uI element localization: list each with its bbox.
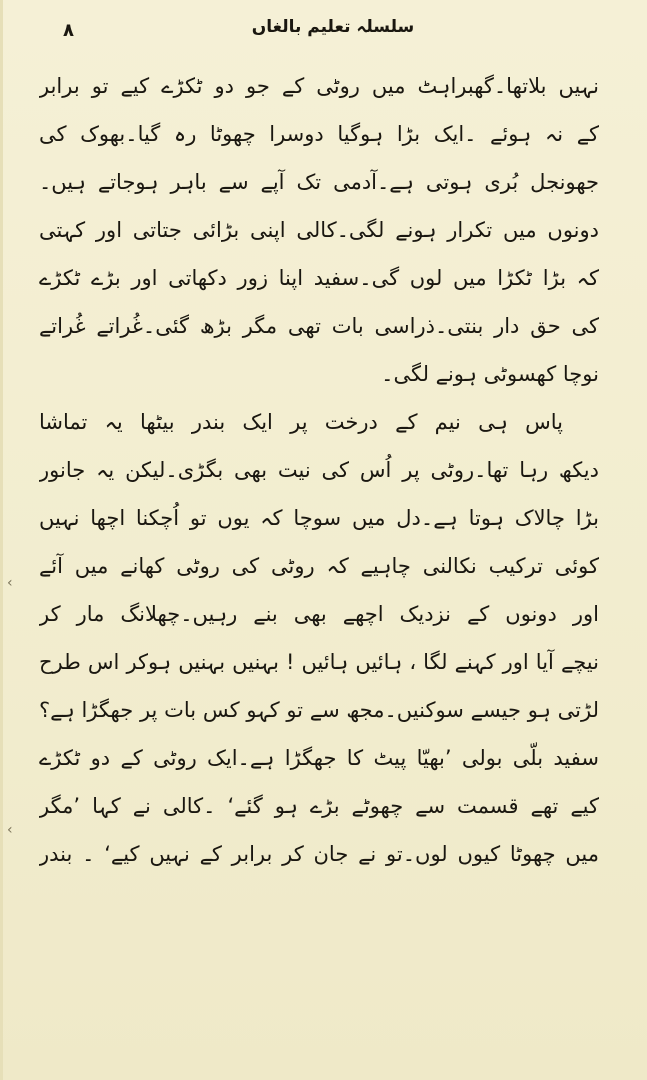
text-line: کیے تھے قسمت سے چھوٹے بڑے ہو گئے‘ ۔کالی نے کہا ’مگر <box>39 794 599 818</box>
page-header <box>63 14 603 48</box>
text-line: بڑا چالاک ہوتا ہے۔دل میں سوچا کہ یوں تو اُچکنا اچھا نہیں <box>39 506 599 530</box>
text-line: دیکھ رہا تھا۔روٹی پر اُس کی نیت بھی بگڑی۔لیکن یہ جانور <box>39 458 599 482</box>
text-line: کہ بڑا ٹکڑا میں لوں گی۔سفید اپنا زور دکھاتی اور بڑے ٹکڑے <box>39 266 599 290</box>
page-number: ۸ <box>63 20 74 41</box>
text-line: نہیں بلاتھا۔گھبراہٹ میں روٹی کے جو دو ٹکڑے کیے تو برابر <box>39 74 599 98</box>
text-line: نوچا کھسوٹی ہونے لگی۔ <box>381 362 599 386</box>
text-line: سفید بلّی بولی ’بھیّا پیٹ کا جھگڑا ہے۔ایک روٹی کے دو ٹکڑے <box>39 746 599 770</box>
text-line: میں چھوٹا کیوں لوں۔تو نے جان کر برابر کے نہیں کیے‘ ۔ بندر <box>39 842 599 866</box>
running-title: سلسلہ تعلیم بالغاں <box>251 17 415 37</box>
text-line: اور دونوں کے نزدیک اچھے بھی بنے رہیں۔چھلانگ مار کر <box>39 602 599 626</box>
text-line: کی حق دار بنتی۔ذراسی بات تھی مگر بڑھ گئی۔غُراتے غُراتے <box>39 314 599 338</box>
paragraph-start-line: پاس ہی نیم کے درخت پر ایک بندر بیٹھا یہ تماشا <box>39 410 563 434</box>
body-text <box>39 62 599 878</box>
margin-tick-mark: ‹ <box>7 575 13 591</box>
text-line: لڑتی ہو جیسے سوکنیں۔مجھ سے تو کہو کس بات پر جھگڑا ہے؟ <box>39 698 599 722</box>
text-line: جھونجل بُری ہوتی ہے۔آدمی تک آپے سے باہر ہوجاتے ہیں۔ <box>39 170 599 194</box>
margin-tick-mark: ‹ <box>7 822 13 838</box>
text-line: نیچے آیا اور کہنے لگا ، ہائیں ہائیں ! بہنیں بہنیں ہوکر اس طرح <box>39 650 599 674</box>
text-line: دونوں میں تکرار ہونے لگی۔کالی اپنی بڑائی جتاتی اور کہتی <box>39 218 599 242</box>
text-line: کوئی ترکیب نکالنی چاہیے کہ روٹی کی روٹی کھانے میں آئے <box>39 554 599 578</box>
text-line: کے نہ ہوئے ۔ایک بڑا ہوگیا دوسرا چھوٹا رہ گیا۔بھوک کی <box>39 122 599 146</box>
